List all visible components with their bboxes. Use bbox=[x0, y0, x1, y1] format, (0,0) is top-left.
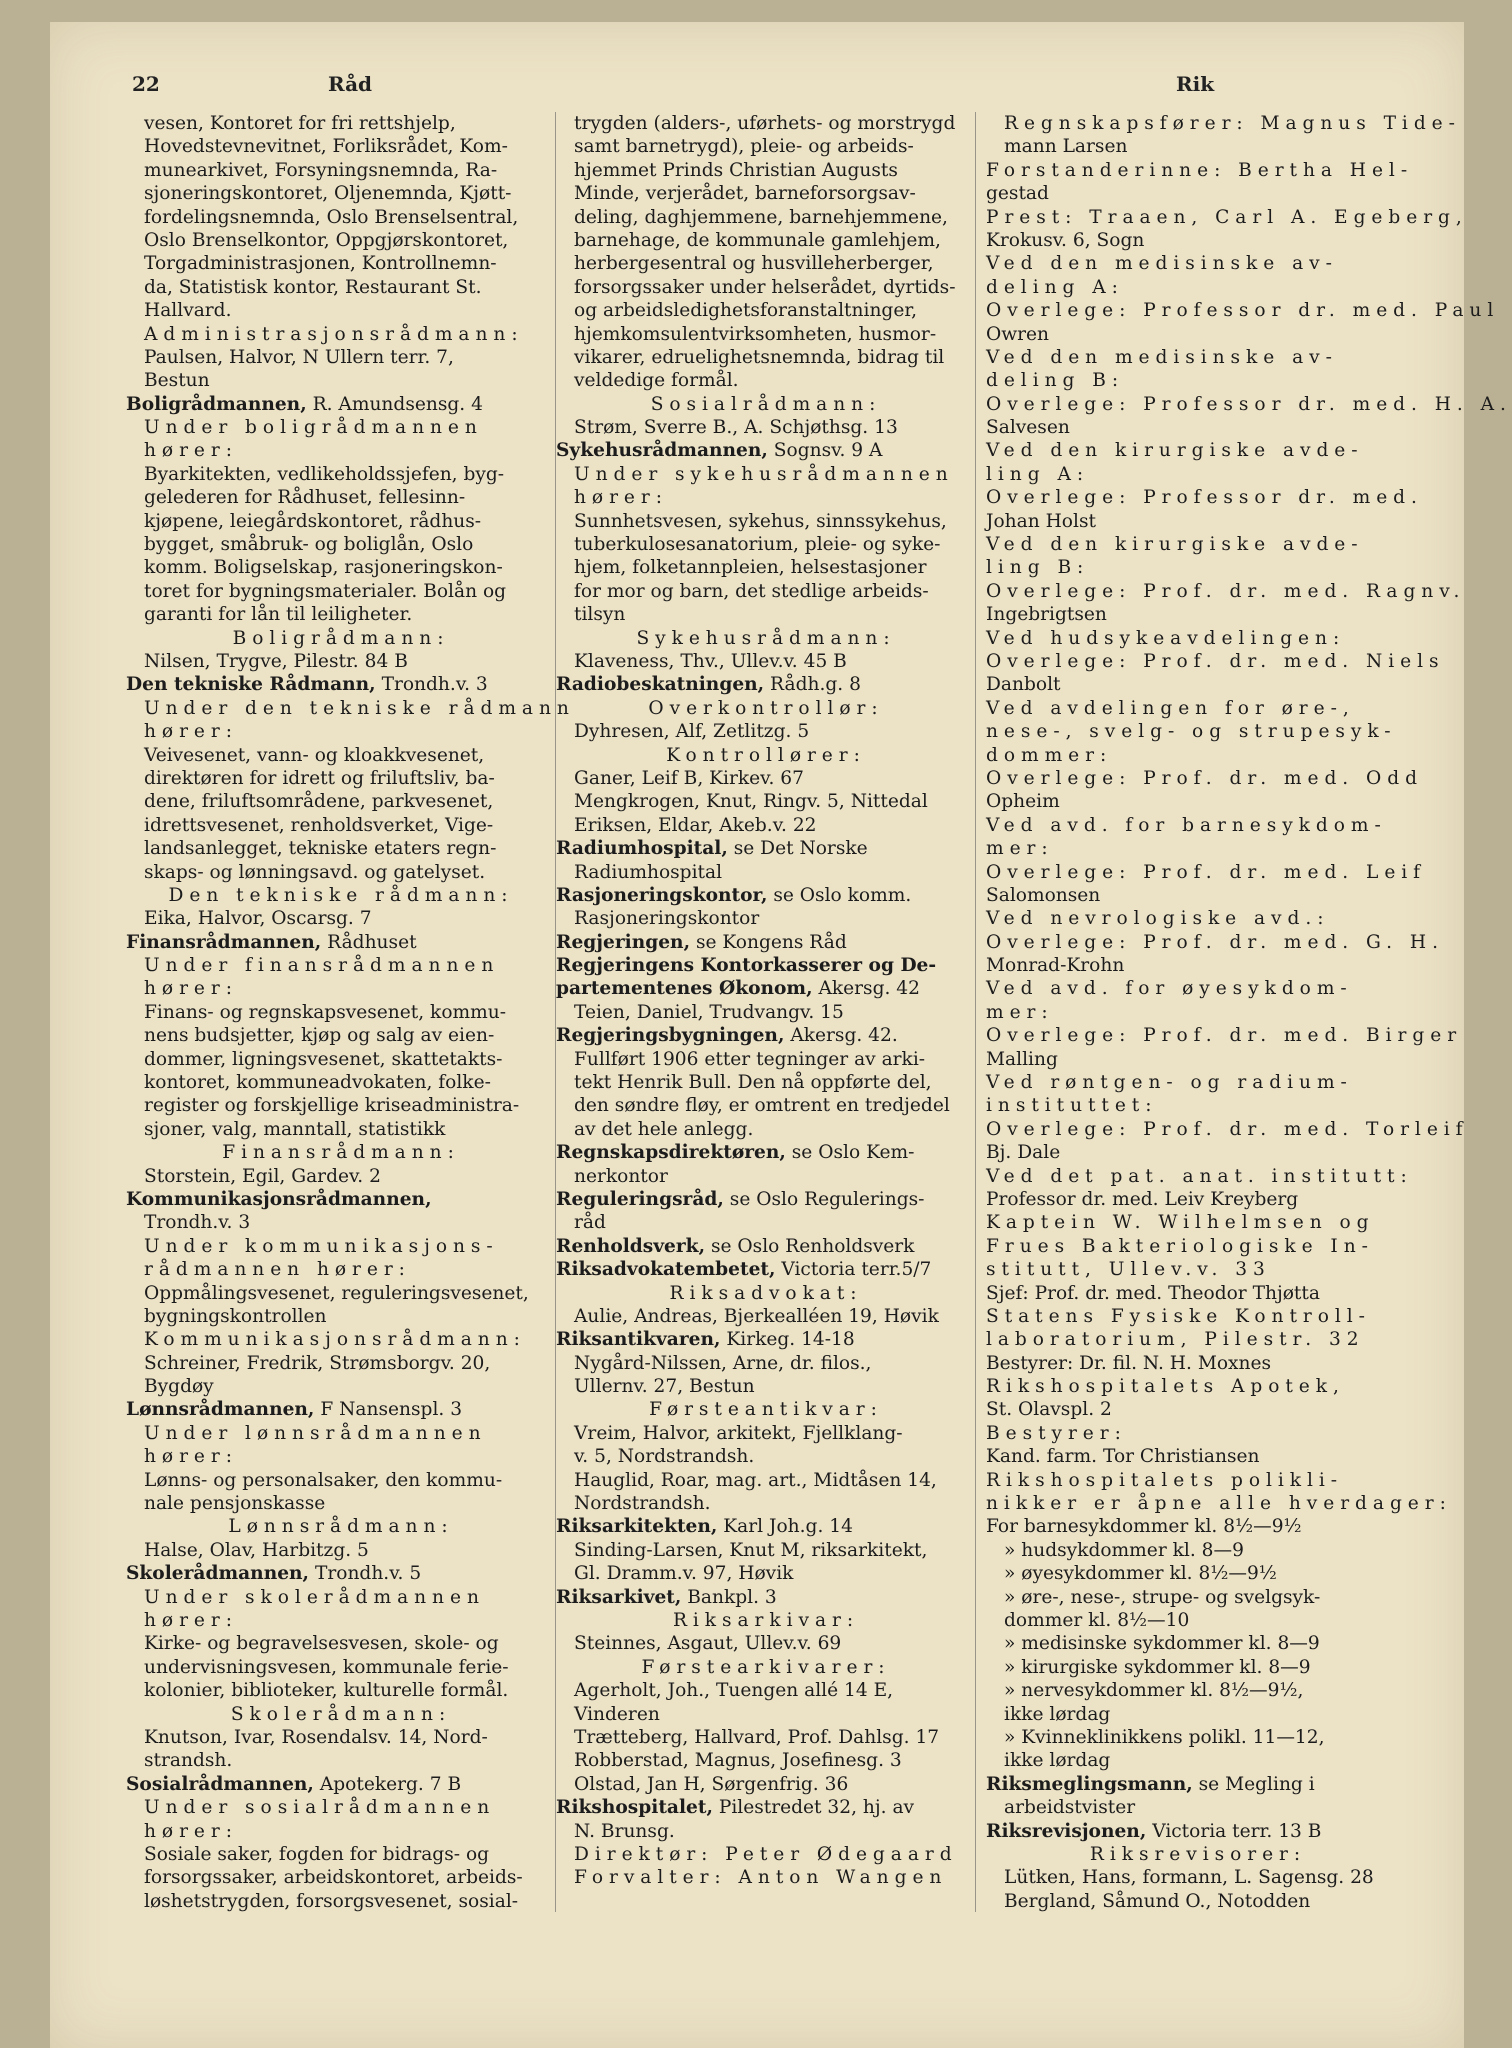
entry-title: Regjeringens Kontorkasserer og De- bbox=[556, 955, 937, 977]
entry-text-line: dene, friluftsområdene, parkvesenet, bbox=[144, 791, 494, 813]
entry-text-line: Ved den kirurgiske avde- bbox=[986, 534, 1364, 556]
entry-text-line: Byarkitekten, vedlikeholdssjefen, byg- bbox=[144, 463, 505, 485]
entry-address: R. Amundsensg. 4 bbox=[306, 393, 483, 415]
entry-text-line: idrettsvesenet, renholdsverket, Vige- bbox=[144, 814, 494, 836]
entry-heading-line bbox=[556, 1235, 976, 1258]
entry-text-line: Ved avd. for barnesykdom- bbox=[986, 814, 1387, 836]
entry-text-line: Finans- og regnskapsvesenet, kommu- bbox=[144, 1001, 507, 1023]
entry-address: Akersg. 42 bbox=[812, 978, 920, 1000]
entry-address: Apotekerg. 7 B bbox=[313, 1773, 462, 1795]
entry-text-line: fordelingsnemnda, Oslo Brenselsentral, bbox=[144, 206, 519, 228]
entry-text-line: Under den tekniske rådmann bbox=[144, 697, 575, 719]
entry-title: Lønnsrådmannen, bbox=[126, 1399, 315, 1421]
entry-title: Riksrevisjonen, bbox=[986, 1820, 1147, 1842]
entry-text-line: bygget, småbruk- og boliglån, Oslo bbox=[144, 534, 474, 556]
entry-text-line: Overlege: Prof. dr. med. Leif bbox=[986, 861, 1427, 883]
entry-text-line: Finansrådmann: bbox=[222, 1142, 460, 1164]
entry-text-line: Robberstad, Magnus, Josefinesg. 3 bbox=[574, 1750, 902, 1772]
entry-text-line: Knutson, Ivar, Rosendalsv. 14, Nord- bbox=[144, 1726, 488, 1748]
entry-text-line: » Kvinneklinikkens polikl. 11—12, bbox=[1004, 1726, 1325, 1748]
entry-heading-line bbox=[126, 1188, 556, 1211]
entry-text-line: hører: bbox=[144, 978, 238, 1000]
entry-text-line: Vreim, Halvor, arkitekt, Fjellklang- bbox=[574, 1422, 903, 1444]
entry-address: Rådhuset bbox=[321, 931, 417, 953]
entry-address: se Megling i bbox=[1192, 1773, 1315, 1795]
entry-text-line: » hudsykdommer kl. 8—9 bbox=[1004, 1539, 1244, 1561]
entry-text-line: Professor dr. med. Leiv Kreyberg bbox=[986, 1188, 1299, 1210]
entry-title: Regjeringsbygningen, bbox=[556, 1025, 785, 1047]
entry-text-line: landsanlegget, tekniske etaters regn- bbox=[144, 838, 497, 860]
entry-text-line: Schreiner, Fredrik, Strømsborgv. 20, bbox=[144, 1352, 491, 1374]
entry-text-line: Overlege: Prof. dr. med. Birger bbox=[986, 1025, 1463, 1047]
entry-text-line: Førstearkivarer: bbox=[641, 1656, 891, 1678]
entry-text-line: Ved hudsykeavdelingen: bbox=[986, 627, 1346, 649]
entry-text-line: Under boligrådmannen bbox=[144, 417, 483, 439]
entry-text-line: sjoneringskontoret, Oljenemnda, Kjøtt- bbox=[144, 183, 512, 205]
entry-text-line: Lütken, Hans, formann, L. Sagensg. 28 bbox=[1004, 1867, 1374, 1889]
entry-text-line: Dyhresen, Alf, Zetlitzg. 5 bbox=[574, 721, 810, 743]
entry-address: Pilestredet 32, hj. av bbox=[712, 1797, 915, 1819]
entry-title: Riksarkitekten, bbox=[556, 1516, 718, 1538]
entry-text-line: Malling bbox=[986, 1048, 1058, 1070]
entry-title: Rasjoneringskontor, bbox=[556, 884, 768, 906]
entry-text-line: Kirke- og begravelsesvesen, skole- og bbox=[144, 1633, 499, 1655]
entry-text-line: Under sykehusrådmannen bbox=[574, 463, 954, 485]
entry-text-line: herbergesentral og husvilleherberger, bbox=[574, 253, 934, 275]
entry-heading-line bbox=[556, 1188, 976, 1211]
entry-text-line: Ingebrigtsen bbox=[986, 604, 1107, 626]
entry-text-line: Rikshospitalets Apotek, bbox=[986, 1376, 1345, 1398]
entry-text-line: bygningskontrollen bbox=[144, 1305, 327, 1327]
entry-text-line: mer: bbox=[986, 838, 1054, 860]
entry-text-line: kjøpene, leiegårdskontoret, rådhus- bbox=[144, 510, 482, 532]
entry-text-line: Veivesenet, vann- og kloakkvesenet, bbox=[144, 744, 485, 766]
entry-address: se Oslo Kem- bbox=[785, 1142, 915, 1164]
entry-text-line: hører: bbox=[144, 440, 238, 462]
entry-text-line: Under lønnsrådmannen bbox=[144, 1422, 487, 1444]
entry-address: Trondh.v. 3 bbox=[375, 674, 488, 696]
entry-text-line: garanti for lån til leiligheter. bbox=[144, 604, 413, 626]
entry-address: Victoria terr. 13 B bbox=[1146, 1820, 1322, 1842]
entry-text-line: Riksarkivar: bbox=[672, 1610, 860, 1631]
entry-text-line: Forvalter: Anton Wangen bbox=[574, 1867, 948, 1889]
entry-address: F Nansenspl. 3 bbox=[314, 1399, 463, 1421]
entry-text-line: Ved den kirurgiske avde- bbox=[986, 440, 1364, 462]
entry-text-line: tuberkulosesanatorium, pleie- og syke- bbox=[574, 534, 941, 556]
entry-text-line: Direktør: Peter Ødegaard bbox=[574, 1843, 958, 1865]
entry-text-line: Regnskapsfører: Magnus Tide- bbox=[1004, 113, 1461, 134]
entry-heading-line bbox=[126, 673, 556, 696]
entry-text-line: Minde, verjerådet, barneforsorgsav- bbox=[574, 183, 916, 205]
entry-text-line: toret for bygningsmaterialer. Bolån og bbox=[144, 580, 507, 602]
entry-text-line: Hallvard. bbox=[144, 300, 232, 322]
entry-heading-line bbox=[556, 1328, 976, 1351]
entry-text-line: tekt Henrik Bull. Den nå oppførte del, bbox=[574, 1072, 932, 1094]
entry-text-line: » medisinske sykdommer kl. 8—9 bbox=[1004, 1633, 1320, 1655]
entry-text-line: Overlege: Professor dr. med. Paul bbox=[986, 300, 1500, 322]
entry-text-line: Salvesen bbox=[986, 417, 1070, 439]
entry-text-line: hjem, folketannpleien, helsestasjoner bbox=[574, 557, 927, 579]
entry-text-line: deling A: bbox=[986, 276, 1124, 298]
entry-text-line: forsorgssaker under helserådet, dyrtids- bbox=[574, 276, 956, 298]
entry-text-line: hører: bbox=[144, 721, 238, 743]
entry-text-line: Kaptein W. Wilhelmsen og bbox=[986, 1212, 1375, 1234]
entry-text-line: forsorgssaker, arbeidskontoret, arbeids- bbox=[144, 1867, 523, 1889]
entry-text-line: Nordstrandsh. bbox=[574, 1493, 711, 1515]
entry-text-line: Ved den medisinske av- bbox=[986, 346, 1338, 368]
entry-heading-line bbox=[126, 931, 556, 954]
entry-text-line: Bergland, Såmund O., Notodden bbox=[1004, 1890, 1311, 1912]
entry-title: Rikshospitalet, bbox=[556, 1797, 713, 1819]
entry-text-line: Hovedstevnevitnet, Forliksrådet, Kom- bbox=[144, 136, 508, 158]
entry-text-line: Ved det pat. anat. institutt: bbox=[986, 1165, 1413, 1187]
entry-text-line: Overlege: Prof. dr. med. G. H. bbox=[986, 931, 1444, 953]
entry-address: Rådh.g. 8 bbox=[764, 674, 861, 696]
entry-text-line: komm. Boligselskap, rasjoneringskon- bbox=[144, 557, 503, 579]
entry-text-line: nikker er åpne alle hverdager: bbox=[986, 1493, 1452, 1515]
entry-text-line: Olstad, Jan H, Sørgenfrig. 36 bbox=[574, 1773, 849, 1795]
entry-text-line: Overlege: Prof. dr. med. Odd bbox=[986, 767, 1423, 789]
entry-text-line: Eika, Halvor, Oscarsg. 7 bbox=[144, 908, 372, 930]
entry-text-line: Gl. Dramm.v. 97, Høvik bbox=[574, 1563, 794, 1585]
entry-address: Trondh.v. 5 bbox=[309, 1563, 422, 1585]
entry-text-line: Overlege: Prof. dr. med. Torleif bbox=[986, 1118, 1469, 1140]
entry-title: Radiumhospital, bbox=[556, 838, 728, 860]
entry-text-line: veldedige formål. bbox=[574, 370, 739, 392]
entry-text-line: trygden (alders-, uførhets- og morstrygd bbox=[574, 113, 956, 134]
entry-address: Karl Joh.g. 14 bbox=[717, 1516, 853, 1538]
entry-heading-line bbox=[986, 1773, 1410, 1796]
entry-title: Sykehusrådmannen, bbox=[556, 440, 768, 462]
entry-text-line: direktøren for idrett og friluftsliv, ba- bbox=[144, 767, 495, 789]
left-running-head: Råd bbox=[328, 72, 373, 96]
entry-text-line: Paulsen, Halvor, N Ullern terr. 7, bbox=[144, 346, 454, 368]
entry-text-line: Sykehusrådmann: bbox=[636, 627, 896, 649]
entry-text-line: Sinding-Larsen, Knut M, riksarkitekt, bbox=[574, 1539, 928, 1561]
entry-text-line: hører: bbox=[144, 1610, 238, 1631]
entry-text-line: Ganer, Leif B, Kirkev. 67 bbox=[574, 767, 804, 789]
entry-address: Victoria terr.5/7 bbox=[775, 1259, 932, 1281]
page-number: 22 bbox=[132, 72, 160, 96]
entry-text-line: Forstanderinne: Bertha Hel- bbox=[986, 159, 1414, 181]
entry-text-line: Torgadministrasjonen, Kontrollnemn- bbox=[144, 253, 497, 275]
entry-text-line: Overkontrollør: bbox=[648, 697, 884, 719]
entry-text-line: Under finansrådmannen bbox=[144, 955, 500, 977]
entry-title: Riksmeglingsmann, bbox=[986, 1773, 1193, 1795]
entry-text-line: strandsh. bbox=[144, 1750, 233, 1772]
entry-text-line: Sosialrådmann: bbox=[650, 393, 882, 415]
right-running-head: Rik bbox=[1176, 72, 1215, 96]
entry-text-line: Bestun bbox=[144, 370, 210, 392]
entry-heading-line bbox=[556, 1586, 976, 1609]
entry-text-line: instituttet: bbox=[986, 1095, 1158, 1117]
entry-text-line: Administrasjonsrådmann: bbox=[144, 323, 524, 345]
entry-heading-line bbox=[126, 1562, 556, 1585]
column-middle bbox=[556, 112, 976, 1890]
entry-heading-line bbox=[556, 837, 976, 860]
entry-heading-line bbox=[556, 884, 976, 907]
entry-text-line: ling A: bbox=[986, 463, 1090, 485]
entry-text-line: Bestyrer: bbox=[986, 1422, 1127, 1444]
entry-text-line: Ved røntgen- og radium- bbox=[986, 1072, 1353, 1094]
entry-text-line: gelederen for Rådhuset, fellesinn- bbox=[144, 487, 466, 509]
entry-text-line: Den tekniske rådmann: bbox=[168, 884, 514, 906]
entry-address: Kirkeg. 14-18 bbox=[720, 1329, 855, 1351]
entry-text-line: og arbeidsledighetsforanstaltninger, bbox=[574, 300, 918, 322]
entry-heading-line bbox=[126, 393, 556, 416]
entry-address: se Det Norske bbox=[727, 838, 868, 860]
entry-text-line: Halse, Olav, Harbitzg. 5 bbox=[144, 1539, 369, 1561]
entry-text-line: ikke lørdag bbox=[1004, 1703, 1111, 1725]
entry-text-line: deling B: bbox=[986, 370, 1125, 392]
entry-text-line: stitutt, Ullev.v. 33 bbox=[986, 1259, 1271, 1281]
entry-text-line: Owren bbox=[986, 323, 1050, 345]
column-left bbox=[126, 112, 575, 1913]
entry-text-line: Ved avdelingen for øre-, bbox=[986, 697, 1355, 719]
entry-text-line: Ved avd. for øyesykdom- bbox=[986, 978, 1353, 1000]
entry-text-line: Johan Holst bbox=[986, 510, 1096, 532]
entry-text-line: Bestyrer: Dr. fil. N. H. Moxnes bbox=[986, 1352, 1272, 1374]
entry-title: Regnskapsdirektøren, bbox=[556, 1142, 786, 1164]
entry-heading-line bbox=[126, 1773, 556, 1796]
entry-text-line: Monrad-Krohn bbox=[986, 955, 1125, 977]
entry-text-line: samt barnetrygd), pleie- og arbeids- bbox=[574, 136, 914, 158]
entry-text-line: Riksadvokat: bbox=[669, 1282, 863, 1304]
entry-text-line: Trondh.v. 3 bbox=[144, 1212, 251, 1234]
entry-text-line: kontoret, kommuneadvokaten, folke- bbox=[144, 1072, 491, 1094]
entry-text-line: Opheim bbox=[986, 791, 1060, 813]
entry-text-line: gestad bbox=[986, 183, 1049, 205]
entry-title: Reguleringsråd, bbox=[556, 1188, 724, 1210]
entry-text-line: Klaveness, Thv., Ullev.v. 45 B bbox=[574, 650, 847, 672]
entry-text-line: Overlege: Professor dr. med. bbox=[986, 487, 1423, 509]
entry-text-line: sjoner, valg, manntall, statistikk bbox=[144, 1118, 446, 1140]
entry-text-line: hører: bbox=[144, 1820, 238, 1842]
entry-heading-line bbox=[556, 1024, 976, 1047]
entry-text-line: deling, daghjemmene, barnehjemmene, bbox=[574, 206, 948, 228]
entry-text-line: laboratorium, Pilestr. 32 bbox=[986, 1329, 1365, 1351]
entry-text-line: Radiumhospital bbox=[574, 861, 723, 883]
entry-text-line: Steinnes, Asgaut, Ullev.v. 69 bbox=[574, 1633, 842, 1655]
entry-text-line: Fullført 1906 etter tegninger av arki- bbox=[574, 1048, 926, 1070]
entry-text-line: Hauglid, Roar, mag. art., Midtåsen 14, bbox=[574, 1469, 937, 1491]
entry-text-line: vesen, Kontoret for fri rettshjelp, bbox=[144, 113, 456, 134]
entry-address: Bankpl. 3 bbox=[681, 1586, 777, 1608]
entry-heading-line bbox=[556, 1141, 976, 1164]
column-right bbox=[986, 112, 1512, 1913]
entry-text-line: dommer, ligningsvesenet, skattetakts- bbox=[144, 1048, 503, 1070]
entry-heading-line bbox=[556, 977, 976, 1000]
entry-text-line: Skolerådmann: bbox=[230, 1703, 452, 1725]
entry-text-line: Nilsen, Trygve, Pilestr. 84 B bbox=[144, 650, 408, 672]
entry-text-line: Strøm, Sverre B., A. Schjøthsg. 13 bbox=[574, 417, 898, 439]
entry-text-line: Krokusv. 6, Sogn bbox=[986, 229, 1145, 251]
entry-text-line: nese-, svelg- og strupesyk- bbox=[986, 721, 1397, 743]
entry-title: Renholdsverk, bbox=[556, 1235, 706, 1257]
entry-text-line: Sjef: Prof. dr. med. Theodor Thjøtta bbox=[986, 1282, 1320, 1304]
entry-text-line: register og forskjellige kriseadministra- bbox=[144, 1095, 520, 1117]
entry-text-line: tilsyn bbox=[574, 604, 626, 626]
entry-title: partementenes Økonom, bbox=[556, 978, 813, 1000]
entry-address: se Kongens Råd bbox=[690, 931, 847, 953]
entry-text-line: Statens Fysiske Kontroll- bbox=[986, 1305, 1371, 1327]
entry-text-line: Førsteantikvar: bbox=[649, 1399, 883, 1421]
entry-text-line: for mor og barn, det stedlige arbeids- bbox=[574, 580, 929, 602]
entry-text-line: Nygård-Nilssen, Arne, dr. filos., bbox=[574, 1352, 872, 1374]
entry-text-line: av det hele anlegg. bbox=[574, 1118, 754, 1140]
entry-text-line: Kand. farm. Tor Christiansen bbox=[986, 1446, 1260, 1468]
entry-address: se Oslo komm. bbox=[767, 884, 912, 906]
entry-text-line: mann Larsen bbox=[1004, 136, 1128, 158]
entry-text-line: den søndre fløy, er omtrent en tredjedel bbox=[574, 1095, 950, 1117]
entry-text-line: barnehage, de kommunale gamlehjem, bbox=[574, 229, 941, 251]
entry-text-line: Mengkrogen, Knut, Ringv. 5, Nittedal bbox=[574, 791, 928, 813]
entry-text-line: hjemkomsulentvirksomheten, husmor- bbox=[574, 323, 937, 345]
entry-title: Den tekniske Rådmann, bbox=[126, 674, 376, 696]
entry-text-line: St. Olavspl. 2 bbox=[986, 1399, 1112, 1421]
entry-title: Riksadvokatembetet, bbox=[556, 1259, 776, 1281]
entry-text-line: løshetstrygden, forsorgsvesenet, sosial- bbox=[144, 1890, 519, 1912]
entry-text-line: nale pensjonskasse bbox=[144, 1493, 326, 1515]
entry-text-line: Overlege: Professor dr. med. H. A. bbox=[986, 393, 1512, 415]
entry-text-line: Kontrollører: bbox=[666, 744, 866, 766]
entry-title: Boligrådmannen, bbox=[126, 393, 307, 415]
entry-text-line: hører: bbox=[574, 487, 668, 509]
entry-heading-line bbox=[986, 1820, 1410, 1843]
entry-text-line: Under skolerådmannen bbox=[144, 1586, 485, 1608]
entry-text-line: Teien, Daniel, Trudvangv. 15 bbox=[574, 1001, 844, 1023]
entry-text-line: dommer: bbox=[986, 744, 1113, 766]
entry-heading-line bbox=[556, 673, 976, 696]
entry-text-line: råd bbox=[574, 1212, 606, 1234]
entry-text-line: Sosiale saker, fogden for bidrags- og bbox=[144, 1843, 490, 1865]
entry-text-line: Under sosialrådmannen bbox=[144, 1797, 496, 1819]
entry-text-line: v. 5, Nordstrandsh. bbox=[574, 1446, 755, 1468]
entry-text-line: Ved den medisinske av- bbox=[986, 253, 1338, 275]
entry-text-line: » øre-, nese-, strupe- og svelgsyk- bbox=[1004, 1586, 1321, 1608]
entry-address: se Oslo Regulerings- bbox=[723, 1188, 925, 1210]
entry-title: Riksarkivet, bbox=[556, 1586, 682, 1608]
entry-text-line: dommer kl. 8½—10 bbox=[1004, 1610, 1190, 1631]
entry-title: Finansrådmannen, bbox=[126, 931, 322, 953]
entry-text-line: mer: bbox=[986, 1001, 1054, 1023]
entry-heading-line bbox=[556, 954, 976, 977]
entry-heading-line bbox=[556, 1515, 976, 1538]
entry-title: Radiobeskatningen, bbox=[556, 674, 765, 696]
entry-text-line: Boligrådmann: bbox=[232, 627, 450, 649]
entry-text-line: » øyesykdommer kl. 8½—9½ bbox=[1004, 1563, 1277, 1585]
entry-text-line: Storstein, Egil, Gardev. 2 bbox=[144, 1165, 381, 1187]
entry-text-line: rådmannen hører: bbox=[144, 1259, 411, 1281]
entry-text-line: nerkontor bbox=[574, 1165, 668, 1187]
entry-text-line: Lønns- og personalsaker, den kommu- bbox=[144, 1469, 503, 1491]
entry-text-line: Ullernv. 27, Bestun bbox=[574, 1376, 755, 1398]
entry-text-line: Ved nevrologiske avd.: bbox=[986, 908, 1330, 930]
entry-heading-line bbox=[556, 1796, 976, 1819]
entry-text-line: kolonier, biblioteker, kulturelle formål. bbox=[144, 1680, 509, 1702]
entry-text-line: da, Statistisk kontor, Restaurant St. bbox=[144, 276, 482, 298]
entry-heading-line bbox=[126, 1398, 556, 1421]
entry-text-line: ikke lørdag bbox=[1004, 1750, 1111, 1772]
entry-text-line: Bygdøy bbox=[144, 1376, 214, 1398]
entry-text-line: Rasjoneringskontor bbox=[574, 908, 760, 930]
entry-text-line: Frues Bakteriologiske In- bbox=[986, 1235, 1374, 1257]
entry-title: Riksantikvaren, bbox=[556, 1329, 721, 1351]
entry-text-line: » nervesykdommer kl. 8½—9½, bbox=[1004, 1680, 1304, 1702]
entry-text-line: Bj. Dale bbox=[986, 1142, 1061, 1164]
entry-text-line: Oslo Brenselkontor, Oppgjørskontoret, bbox=[144, 229, 509, 251]
entry-text-line: Sunnhetsvesen, sykehus, sinnssykehus, bbox=[574, 510, 947, 532]
entry-text-line: Overlege: Prof. dr. med. Ragnv. bbox=[986, 580, 1466, 602]
entry-text-line: Salomonsen bbox=[986, 884, 1101, 906]
entry-text-line: N. Brunsg. bbox=[574, 1820, 675, 1842]
entry-title: Kommunikasjonsrådmannen, bbox=[126, 1188, 432, 1210]
entry-text-line: Vinderen bbox=[574, 1703, 660, 1725]
entry-text-line: Agerholt, Joh., Tuengen allé 14 E, bbox=[574, 1680, 894, 1702]
entry-text-line: ling B: bbox=[986, 557, 1090, 579]
entry-address: Sognsv. 9 A bbox=[767, 440, 883, 462]
entry-title: Regjeringen, bbox=[556, 931, 691, 953]
entry-text-line: Rikshospitalets polikli- bbox=[986, 1469, 1344, 1491]
entry-address: se Oslo Renholdsverk bbox=[705, 1235, 915, 1257]
entry-text-line: Danbolt bbox=[986, 674, 1061, 696]
entry-text-line: munearkivet, Forsyningsnemnda, Ra- bbox=[144, 159, 498, 181]
entry-text-line: Trætteberg, Hallvard, Prof. Dahlsg. 17 bbox=[574, 1726, 940, 1748]
entry-text-line: hører: bbox=[144, 1446, 238, 1468]
entry-text-line: » kirurgiske sykdommer kl. 8—9 bbox=[1004, 1656, 1311, 1678]
entry-text-line: skaps- og lønningsavd. og gatelyset. bbox=[144, 861, 486, 883]
entry-heading-line bbox=[556, 439, 976, 462]
entry-text-line: Overlege: Prof. dr. med. Niels bbox=[986, 650, 1445, 672]
entry-text-line: Kommunikasjonsrådmann: bbox=[144, 1329, 526, 1351]
entry-text-line: Under kommunikasjons- bbox=[144, 1235, 499, 1257]
entry-text-line: vikarer, edruelighetsnemnda, bidrag til bbox=[574, 346, 945, 368]
entry-text-line: Eriksen, Eldar, Akeb.v. 22 bbox=[574, 814, 817, 836]
entry-text-line: hjemmet Prinds Christian Augusts bbox=[574, 159, 898, 181]
entry-text-line: Aulie, Andreas, Bjerkealléen 19, Høvik bbox=[574, 1305, 939, 1327]
entry-text-line: Lønnsrådmann: bbox=[228, 1516, 454, 1538]
entry-text-line: undervisningsvesen, kommunale ferie- bbox=[144, 1656, 509, 1678]
entry-text-line: Oppmålingsvesenet, reguleringsvesenet, bbox=[144, 1282, 529, 1304]
entry-text-line: Prest: Traaen, Carl A. Egeberg, bbox=[986, 206, 1468, 228]
entry-heading-line bbox=[556, 931, 976, 954]
entry-text-line: arbeidstvister bbox=[1004, 1797, 1136, 1819]
entry-text-line: For barnesykdommer kl. 8½—9½ bbox=[986, 1516, 1302, 1538]
entry-heading-line bbox=[556, 1258, 976, 1281]
entry-address: Akersg. 42. bbox=[784, 1025, 898, 1047]
entry-text-line: Riksrevisorer: bbox=[1089, 1843, 1307, 1865]
entry-title: Skolerådmannen, bbox=[126, 1563, 310, 1585]
entry-title: Sosialrådmannen, bbox=[126, 1773, 314, 1795]
entry-text-line: nens budsjetter, kjøp og salg av eien- bbox=[144, 1025, 495, 1047]
